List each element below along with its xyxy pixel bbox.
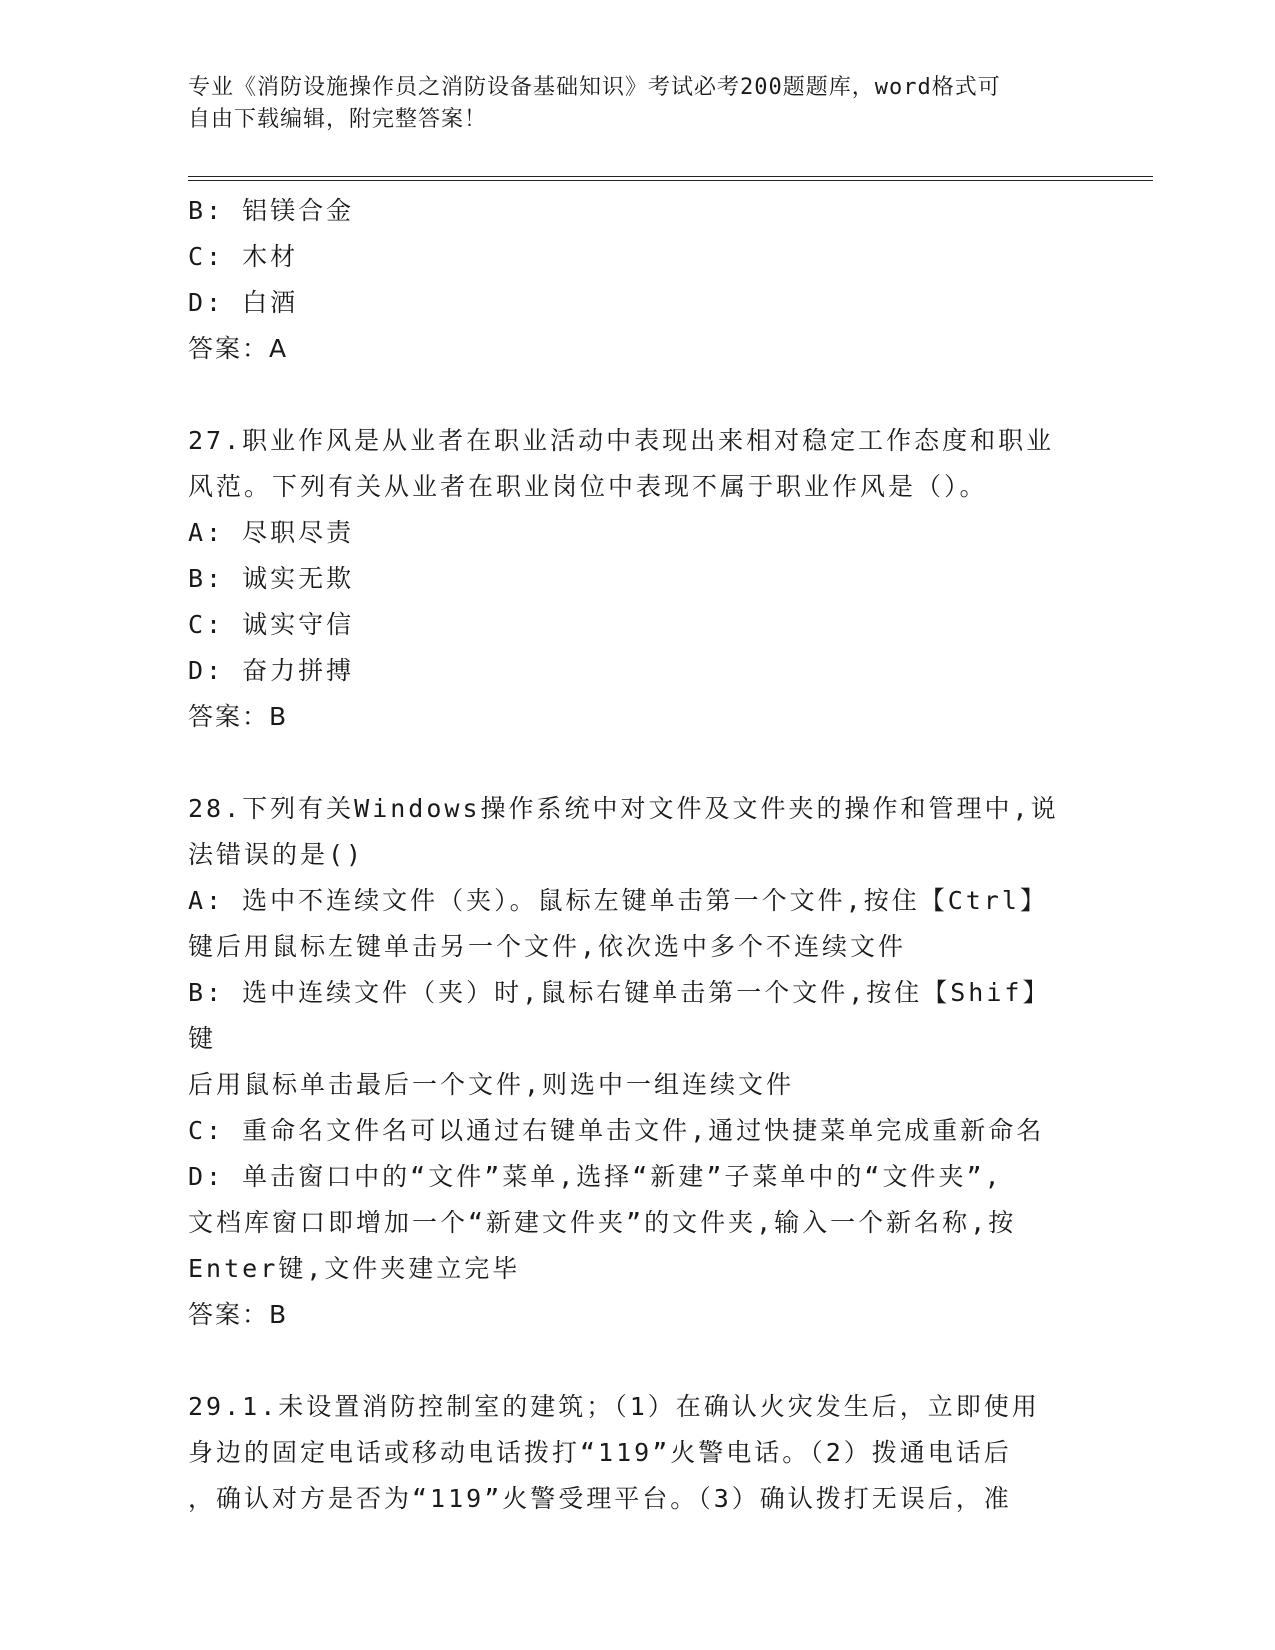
page-header [188,72,1068,136]
option-b: B: 诚实无欺 [188,564,355,593]
answer-line: 答案：B [188,702,289,731]
option-b: B: 铝镁合金 [188,196,355,225]
option-b: B: 选中连续文件（夹）时,鼠标右键单击第一个文件,按住【Shif】键 [188,978,1051,1053]
option-a: A: 尽职尽责 [188,518,355,547]
question-text: 身边的固定电话或移动电话拨打“119”火警电话。（2）拨通电话后 [188,1438,1012,1467]
option-d-continued: Enter键,文件夹建立完毕 [188,1254,521,1283]
option-a-continued: 键后用鼠标左键单击另一个文件,依次选中多个不连续文件 [188,932,907,961]
spacer [188,372,1078,418]
option-d: D: 单击窗口中的“文件”菜单,选择“新建”子菜单中的“文件夹”, [188,1162,1003,1191]
answer-line: 答案：B [188,1300,289,1329]
header-title-line-1: 专业《消防设施操作员之消防设备基础知识》考试必考200题题库，word格式可 [188,75,1001,100]
question-26-continuation [188,188,1078,372]
question-text: 27.职业作风是从业者在职业活动中表现出来相对稳定工作态度和职业 [188,426,1055,455]
question-text: 29.1.未设置消防控制室的建筑；（1）在确认火灾发生后，立即使用 [188,1392,1040,1421]
header-title-line-2: 自由下载编辑，附完整答案！ [188,107,488,132]
question-29 [188,1384,1078,1522]
option-c: C: 诚实守信 [188,610,355,639]
option-c: C: 木材 [188,242,299,271]
question-content [188,188,1078,1522]
option-d: D: 白酒 [188,288,299,317]
spacer [188,1338,1078,1384]
option-d-continued: 文档库窗口即增加一个“新建文件夹”的文件夹,输入一个新名称,按 [188,1208,1017,1237]
question-text: 法错误的是() [188,840,365,869]
question-28 [188,786,1078,1338]
option-c: C: 重命名文件名可以通过右键单击文件,通过快捷菜单完成重新命名 [188,1116,1045,1145]
question-text: 风范。下列有关从业者在职业岗位中表现不属于职业作风是（）。 [188,472,988,501]
option-d: D: 奋力拼搏 [188,656,355,685]
spacer [188,740,1078,786]
answer-line: 答案：A [188,334,289,363]
question-text: 28.下列有关Windows操作系统中对文件及文件夹的操作和管理中,说 [188,794,1059,823]
question-text: ，确认对方是否为“119”火警受理平台。（3）确认拨打无误后，准 [188,1484,1012,1513]
option-a: A: 选中不连续文件（夹）。鼠标左键单击第一个文件,按住【Ctrl】 [188,886,1048,915]
option-b-continued: 后用鼠标单击最后一个文件,则选中一组连续文件 [188,1070,795,1099]
header-double-rule [188,176,1153,181]
question-27 [188,418,1078,740]
